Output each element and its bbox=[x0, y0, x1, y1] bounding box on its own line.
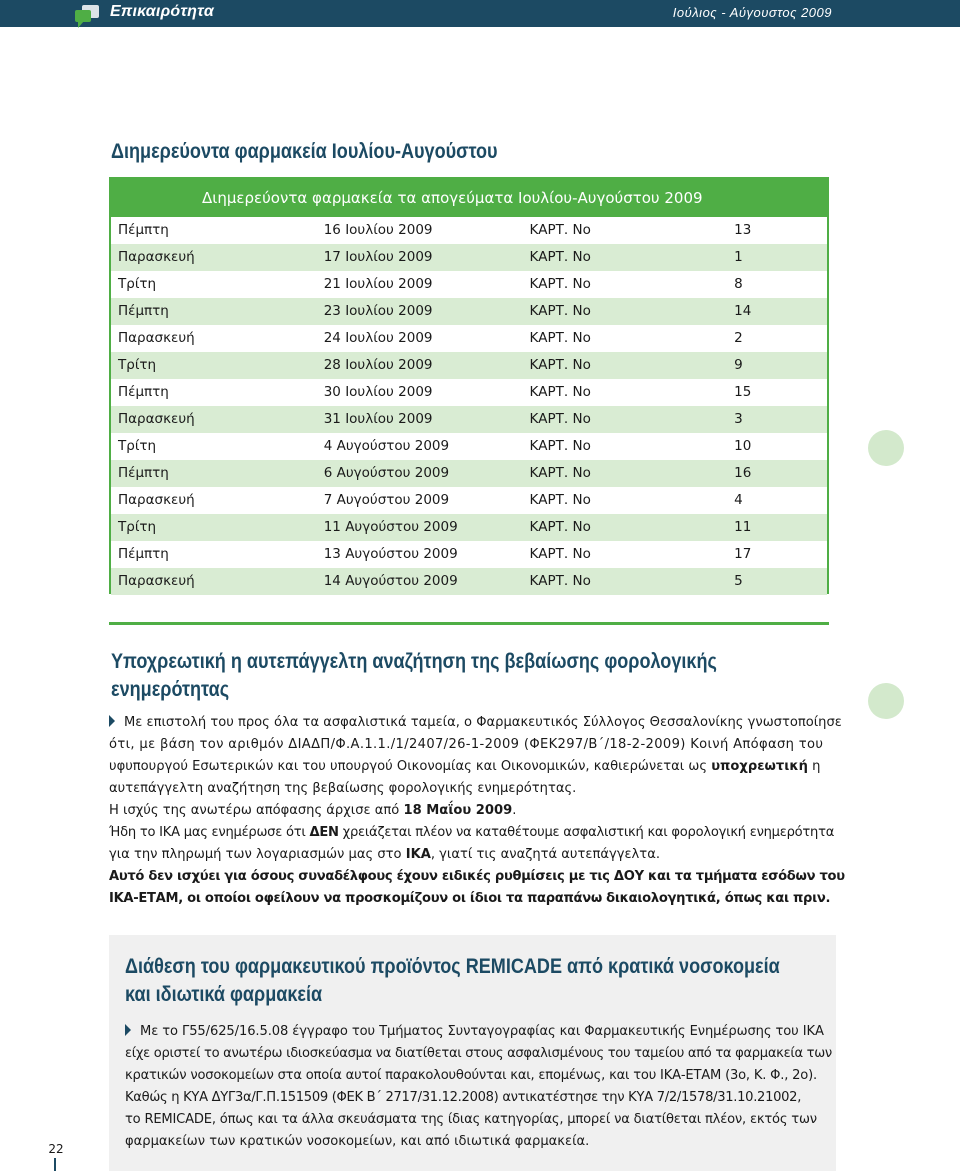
number-cell: 4 bbox=[734, 492, 743, 508]
table-row bbox=[111, 298, 827, 325]
page-number: 22 bbox=[48, 1142, 64, 1156]
date-cell: 31 Ιουλίου 2009 bbox=[323, 411, 433, 427]
number-cell: 16 bbox=[734, 465, 752, 481]
table-row bbox=[111, 541, 827, 568]
date-cell: 24 Ιουλίου 2009 bbox=[323, 330, 433, 346]
day-cell: Παρασκευή bbox=[118, 492, 195, 508]
body-line: Καθώς η ΚΥΑ ΔΥΓ3α/Γ.Π.151509 (ΦΕΚ Β΄ 2717/31.12.2008) αντικατέστησε την ΚΥΑ 7/2/1578/31.10.21002, bbox=[125, 1090, 802, 1105]
tax-clearance-body bbox=[109, 712, 845, 910]
address-cell: ΚΑΡΤ. Νο bbox=[529, 303, 591, 319]
table-row bbox=[111, 271, 827, 298]
day-cell: Παρασκευή bbox=[118, 330, 195, 346]
day-cell: Πέμπτη bbox=[118, 384, 169, 400]
number-cell: 2 bbox=[734, 330, 743, 346]
number-cell: 5 bbox=[734, 573, 743, 589]
address-cell: ΚΑΡΤ. Νο bbox=[529, 411, 591, 427]
table-row bbox=[111, 217, 827, 244]
bullet-icon bbox=[109, 715, 115, 727]
body-line: ότι, με βάση τον αριθμόν ΔΙΑΔΠ/Φ.Α.1.1./1/2407/26-1-2009 (ΦΕΚ297/Β΄/18-2-2009) Κοινή Απόφαση του bbox=[109, 737, 824, 752]
date-cell: 14 Αυγούστου 2009 bbox=[323, 573, 458, 589]
day-cell: Τρίτη bbox=[118, 357, 157, 373]
address-cell: ΚΑΡΤ. Νο bbox=[529, 384, 591, 400]
date-cell: 21 Ιουλίου 2009 bbox=[323, 276, 433, 292]
date-cell: 13 Αυγούστου 2009 bbox=[323, 546, 458, 562]
date-cell: 11 Αυγούστου 2009 bbox=[323, 519, 458, 535]
number-cell: 14 bbox=[734, 303, 752, 319]
top-header-bar bbox=[0, 0, 960, 27]
body-line: είχε οριστεί το ανωτέρω ιδιοσκεύασμα να διατίθεται στους ασφαλισμένους του ταμείου από τα φαρμακεία των bbox=[125, 1046, 832, 1061]
body-line: Με επιστολή του προς όλα τα ασφαλιστικά ταμεία, ο Φαρμακευτικός Σύλλογος Θεσσαλονίκης γνωστοποίησε bbox=[109, 712, 828, 734]
tax-clearance-title bbox=[111, 648, 790, 704]
date-cell: 16 Ιουλίου 2009 bbox=[323, 222, 433, 238]
table-row bbox=[111, 568, 827, 595]
address-cell: ΚΑΡΤ. Νο bbox=[529, 357, 591, 373]
remicade-title-line1: Διάθεση του φαρμακευτικού προϊόντος REMICADE από κρατικά νοσοκομεία bbox=[125, 955, 780, 978]
tax-clearance-title-line1: Υποχρεωτική η αυτεπάγγελτη αναζήτηση της βεβαίωσης φορολογικής bbox=[111, 650, 717, 673]
address-cell: ΚΑΡΤ. Νο bbox=[529, 573, 591, 589]
day-cell: Παρασκευή bbox=[118, 249, 195, 265]
number-cell: 8 bbox=[734, 276, 743, 292]
body-line-bold: Αυτό δεν ισχύει για όσους συναδέλφους έχουν ειδικές ρυθμίσεις με τις ΔΟΥ και τα τμήματα εσόδων του bbox=[109, 869, 845, 884]
number-cell: 15 bbox=[734, 384, 752, 400]
body-line: υφυπουργού Εσωτερικών και του υπουργού Οικονομίας και Οικονομικών, καθιερώνεται ως υποχρεωτική η bbox=[109, 759, 821, 774]
table-row bbox=[111, 406, 827, 433]
day-cell: Παρασκευή bbox=[118, 573, 195, 589]
date-cell: 4 Αυγούστου 2009 bbox=[323, 438, 450, 454]
day-cell: Πέμπτη bbox=[118, 546, 169, 562]
body-line: το REMICADE, όπως και τα άλλα σκευάσματα της ίδιας κατηγορίας, μπορεί να διατίθεται πλέον, εκτός των bbox=[125, 1112, 817, 1127]
pharmacy-schedule-table bbox=[109, 177, 829, 594]
table-row bbox=[111, 379, 827, 406]
address-cell: ΚΑΡΤ. Νο bbox=[529, 222, 591, 238]
body-line: κρατικών νοσοκομείων στα οποία αυτοί παρακολουθούνται και, επομένως, και του ΙΚΑ-ΕΤΑΜ (3ο, Κ. Φ., 2ο). bbox=[125, 1068, 817, 1083]
issue-date: Ιούλιος - Αύγουστος 2009 bbox=[672, 5, 832, 20]
date-cell: 17 Ιουλίου 2009 bbox=[323, 249, 433, 265]
table-row bbox=[111, 514, 827, 541]
day-cell: Τρίτη bbox=[118, 438, 157, 454]
remicade-body bbox=[125, 1021, 832, 1153]
decorative-circle bbox=[868, 683, 904, 719]
address-cell: ΚΑΡΤ. Νο bbox=[529, 276, 591, 292]
date-cell: 28 Ιουλίου 2009 bbox=[323, 357, 433, 373]
decorative-circle bbox=[868, 430, 904, 466]
table-title: Διημερεύοντα φαρμακεία τα απογεύματα Ιουλίου-Αυγούστου 2009 bbox=[111, 179, 827, 217]
page-number-rule bbox=[54, 1158, 56, 1171]
date-cell: 30 Ιουλίου 2009 bbox=[323, 384, 433, 400]
address-cell: ΚΑΡΤ. Νο bbox=[529, 492, 591, 508]
table-row bbox=[111, 244, 827, 271]
body-line-bold: ΙΚΑ-ΕΤΑΜ, οι οποίοι οφείλουν να προσκομίζουν οι ίδιοι τα παραπάνω δικαιολογητικά, όπως και πριν. bbox=[109, 891, 831, 906]
table-row bbox=[111, 487, 827, 514]
address-cell: ΚΑΡΤ. Νο bbox=[529, 249, 591, 265]
day-cell: Παρασκευή bbox=[118, 411, 195, 427]
address-cell: ΚΑΡΤ. Νο bbox=[529, 546, 591, 562]
speech-bubble-icon bbox=[72, 2, 102, 30]
day-cell: Τρίτη bbox=[118, 276, 157, 292]
body-line: αυτεπάγγελτη αναζήτηση της βεβαίωσης φορολογικής ενημερότητας. bbox=[109, 781, 577, 796]
number-cell: 11 bbox=[734, 519, 752, 535]
address-cell: ΚΑΡΤ. Νο bbox=[529, 330, 591, 346]
number-cell: 3 bbox=[734, 411, 743, 427]
table-row bbox=[111, 352, 827, 379]
table-body bbox=[111, 217, 827, 595]
body-line: Η ισχύς της ανωτέρω απόφασης άρχισε από 18 Μαΐου 2009. bbox=[109, 803, 517, 818]
table-row bbox=[111, 433, 827, 460]
table-row bbox=[111, 460, 827, 487]
body-line: φαρμακείων των κρατικών νοσοκομείων, και από ιδιωτικά φαρμακεία. bbox=[125, 1134, 590, 1149]
pharmacies-title: Διημερεύοντα φαρμακεία Ιουλίου-Αυγούστου bbox=[111, 140, 498, 163]
day-cell: Πέμπτη bbox=[118, 222, 169, 238]
bullet-icon bbox=[125, 1024, 131, 1036]
tax-clearance-title-line2: ενημερότητας bbox=[111, 678, 230, 701]
body-line: Ήδη το ΙΚΑ μας ενημέρωσε ότι ΔΕΝ χρειάζεται πλέον να καταθέτουμε ασφαλιστική και φορολογική ενημερότητα bbox=[109, 825, 835, 840]
number-cell: 10 bbox=[734, 438, 752, 454]
address-cell: ΚΑΡΤ. Νο bbox=[529, 519, 591, 535]
table-row bbox=[111, 325, 827, 352]
remicade-title-line2: και ιδιωτικά φαρμακεία bbox=[125, 983, 323, 1006]
date-cell: 6 Αυγούστου 2009 bbox=[323, 465, 450, 481]
number-cell: 9 bbox=[734, 357, 743, 373]
address-cell: ΚΑΡΤ. Νο bbox=[529, 465, 591, 481]
address-cell: ΚΑΡΤ. Νο bbox=[529, 438, 591, 454]
body-line: για την πληρωμή των λογαριασμών μας στο ΙΚΑ, γιατί τις αναζητά αυτεπάγγελτα. bbox=[109, 847, 660, 862]
body-line: Με το Γ55/625/16.5.08 έγγραφο του Τμήματος Συνταγογραφίας και Φαρμακευτικής Ενημέρωσης του ΙΚΑ bbox=[125, 1021, 821, 1043]
day-cell: Πέμπτη bbox=[118, 303, 169, 319]
date-cell: 23 Ιουλίου 2009 bbox=[323, 303, 433, 319]
number-cell: 1 bbox=[734, 249, 743, 265]
number-cell: 17 bbox=[734, 546, 752, 562]
date-cell: 7 Αυγούστου 2009 bbox=[323, 492, 450, 508]
remicade-title bbox=[125, 953, 822, 1009]
day-cell: Πέμπτη bbox=[118, 465, 169, 481]
number-cell: 13 bbox=[734, 222, 752, 238]
section-title: Επικαιρότητα bbox=[110, 3, 214, 20]
day-cell: Τρίτη bbox=[118, 519, 157, 535]
section-divider bbox=[109, 622, 829, 625]
